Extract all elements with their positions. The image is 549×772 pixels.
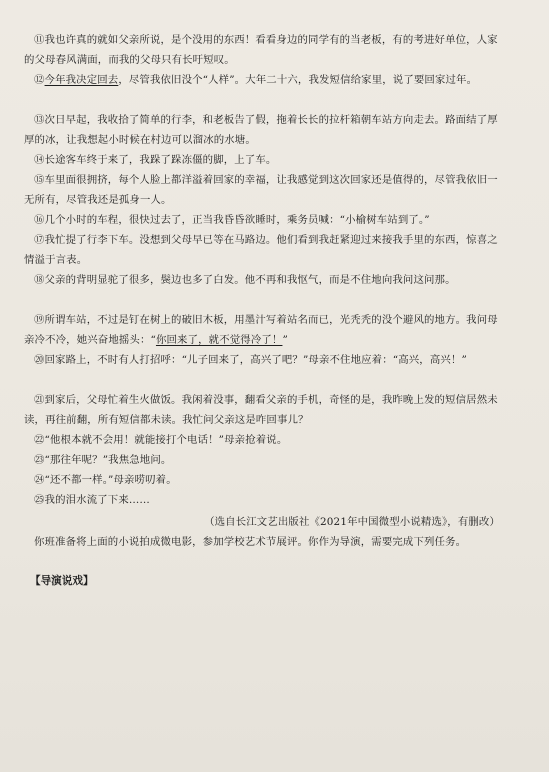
- paragraph-17: ⑰我忙提了行李下车。没想到父母早已等在马路边。他们看到我赶紧迎过来接我手里的东西，惊喜之情溢于言表。: [24, 234, 498, 266]
- paragraph-19-start: ⑲所谓车站，不过是钉在树上的破旧木板，用墨汁写着站名而已，光秃秃的没个避风的地方。我问母亲冷不冷，她兴奋地摇头：“: [24, 314, 498, 346]
- underlined-sentence-12: 今年我决定回去: [44, 74, 119, 86]
- paragraph-25: ㉕我的泪水流了下来……: [34, 494, 150, 506]
- paragraph-15: ⑮车里面很拥挤，每个人脸上都洋溢着回家的幸福，让我感觉到这次回家还是值得的，尽管我依旧一无所有，尽管我还是孤身一人。: [24, 174, 498, 206]
- paragraph-19-end: ”: [282, 334, 288, 346]
- section-title: 【导演说戏】: [30, 575, 94, 587]
- paragraph-21: ㉑到家后，父母忙着生火做饭。我闲着没事，翻看父亲的手机，奇怪的是，我昨晚上发的短信居然未读，再往前翻，所有短信都未读。我忙问父亲这是咋回事儿？: [24, 394, 498, 426]
- paragraph-11: ⑪我也许真的就如父亲所说，是个没用的东西！看看身边的同学有的当老板，有的考进好单位，人家的父母春风满面，而我的父母只有长吁短叹。: [24, 34, 498, 66]
- task-intro: 你班准备将上面的小说拍成微电影，参加学校艺术节展评。你作为导演，需要完成下列任务。: [34, 536, 467, 548]
- paragraph-13: ⑬次日早起，我收拾了简单的行李，和老板告了假，拖着长长的拉杆箱朝车站方向走去。路面结了厚厚的冰，让我想起小时候在村边可以溜冰的水塘。: [24, 114, 498, 146]
- paragraph-12: [24, 70, 502, 90]
- underlined-sentence-19: 你回来了，就不觉得冷了！: [155, 334, 283, 346]
- paragraph-14: ⑭长途客车终于来了，我跺了跺冻僵的脚，上了车。: [34, 154, 277, 166]
- paragraph-16: ⑯几个小时的车程，很快过去了，正当我昏昏欲睡时，乘务员喊：“小榆树车站到了。”: [34, 214, 430, 226]
- paragraph-12-rest: ，尽管我依旧没个“人样”。大年二十六，我发短信给家里，说了要回家过年。: [118, 74, 478, 86]
- paragraph-24: ㉔“还不都一样。”母亲唠叨着。: [34, 474, 177, 486]
- paragraph-19: [24, 310, 502, 350]
- paragraph-20: ⑳回家路上，不时有人打招呼：“儿子回来了，高兴了吧？”母亲不住地应着：“高兴，高兴！”: [34, 354, 467, 366]
- paragraph-12-num: ⑫: [34, 74, 45, 86]
- paragraph-18: ⑱父亲的背明显驼了很多，鬓边也多了白发。他不再和我怄气，而是不住地向我问这问那。: [34, 274, 456, 286]
- paragraph-23: ㉓“那往年呢？”我焦急地问。: [34, 454, 172, 466]
- source-note: （选自长江文艺出版社《2021年中国微型小说精选》，有删改）: [204, 516, 500, 528]
- paragraph-22: ㉒“他根本就不会用！就能接打个电话！”母亲抢着说。: [34, 434, 288, 446]
